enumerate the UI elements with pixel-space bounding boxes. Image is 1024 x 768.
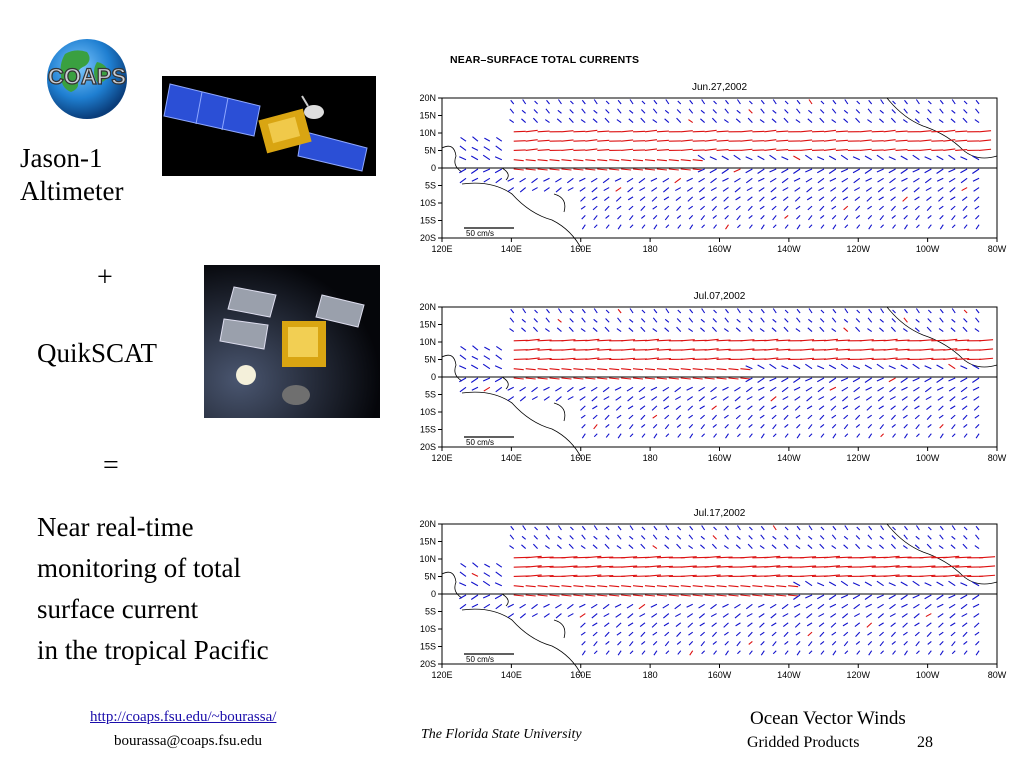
x-tick-label: 160E [570, 453, 592, 463]
x-tick-label: 120W [846, 244, 871, 254]
current-vector [872, 150, 884, 151]
quikscat-label: QuikSCAT [37, 338, 158, 368]
coaps-link[interactable]: http://coaps.fsu.edu/~bourassa/ [90, 709, 277, 725]
x-tick-label: 160W [707, 244, 732, 254]
plus-sign: + [97, 262, 113, 293]
x-tick-label: 140E [500, 453, 522, 463]
y-tick-label: 20S [419, 442, 436, 452]
y-tick-label: 5N [424, 145, 436, 156]
y-tick-label: 15N [419, 319, 436, 330]
y-tick-label: 5N [424, 571, 436, 582]
y-tick-label: 15S [419, 215, 436, 226]
x-tick-label: 160E [570, 670, 592, 680]
university-name: The Florida State University [421, 727, 582, 742]
x-tick-label: 120E [431, 453, 453, 463]
footer-title: Ocean Vector Winds [750, 708, 906, 729]
y-tick-label: 5S [424, 606, 436, 617]
x-tick-label: 140E [500, 670, 522, 680]
x-tick-label: 80W [987, 244, 1007, 254]
conclusion-line-4: in the tropical Pacific [37, 635, 269, 665]
y-tick-label: 20S [419, 659, 436, 669]
scale-label: 50 cm/s [466, 655, 495, 664]
contact-email: bourassa@coaps.fsu.edu [114, 733, 262, 749]
current-vector [872, 141, 884, 142]
x-tick-label: 120E [431, 244, 453, 254]
y-tick-label: 10N [419, 554, 436, 564]
footer-subtitle: Gridded Products [747, 734, 860, 751]
x-tick-label: 160W [707, 453, 732, 463]
x-tick-label: 80W [987, 453, 1007, 463]
current-vector [931, 150, 943, 151]
x-tick-label: 180 [642, 453, 658, 463]
current-map-panel-1 [400, 78, 1015, 254]
current-vector [812, 141, 824, 142]
y-tick-label: 5S [424, 389, 436, 400]
x-tick-label: 140W [777, 453, 801, 463]
x-tick-label: 100W [915, 670, 940, 680]
quikscat-satellite-image [204, 265, 380, 418]
current-vector [514, 131, 526, 132]
y-tick-label: 20N [419, 302, 436, 312]
current-map-panel-3 [400, 504, 1015, 680]
x-tick-label: 140W [777, 670, 801, 680]
x-tick-label: 160W [707, 670, 732, 680]
current-vector [872, 131, 884, 132]
y-tick-label: 10N [419, 337, 436, 347]
y-tick-label: 15S [419, 424, 436, 435]
current-vector [812, 150, 824, 151]
current-vector [752, 150, 764, 151]
x-tick-label: 160E [570, 244, 592, 254]
chart-title: NEAR–SURFACE TOTAL CURRENTS [450, 54, 640, 66]
conclusion-text [37, 507, 357, 671]
equals-sign: = [103, 450, 119, 481]
current-vector [514, 141, 526, 142]
jason-1-satellite-image [162, 76, 376, 176]
svg-text:COAPS: COAPS [47, 64, 127, 89]
current-vector [633, 131, 645, 132]
scale-label: 50 cm/s [466, 229, 495, 238]
coaps-logo [35, 36, 135, 122]
y-tick-label: 0 [430, 163, 436, 173]
x-tick-label: 120W [846, 453, 871, 463]
jason-label-line2: Altimeter [20, 176, 124, 206]
page-number: 28 [917, 734, 933, 751]
y-tick-label: 20N [419, 93, 436, 103]
y-tick-label: 20N [419, 519, 436, 529]
current-vector [931, 141, 943, 142]
y-tick-label: 10S [419, 198, 436, 208]
x-tick-label: 100W [915, 453, 940, 463]
conclusion-line-2: monitoring of total [37, 553, 241, 583]
x-tick-label: 100W [915, 244, 940, 254]
x-tick-label: 140W [777, 244, 801, 254]
current-vector [693, 141, 705, 142]
x-tick-label: 180 [642, 244, 658, 254]
current-vector [812, 131, 824, 132]
x-tick-label: 180 [642, 670, 658, 680]
panel-date-title: Jul.07,2002 [693, 291, 746, 302]
current-vector [931, 131, 943, 132]
jason-label-line1: Jason-1 [20, 143, 103, 173]
conclusion-line-1: Near real-time [37, 512, 194, 542]
panel-date-title: Jun.27,2002 [691, 82, 748, 93]
x-tick-label: 140E [500, 244, 522, 254]
current-vector [573, 150, 585, 151]
y-tick-label: 0 [430, 372, 436, 382]
jason-1-altimeter-label [20, 142, 160, 208]
scale-label: 50 cm/s [466, 438, 495, 447]
y-tick-label: 20S [419, 233, 436, 243]
conclusion-line-3: surface current [37, 594, 199, 624]
current-vector [693, 150, 705, 151]
y-tick-label: 0 [430, 589, 436, 599]
y-tick-label: 15N [419, 110, 436, 121]
panel-date-title: Jul.17,2002 [693, 508, 746, 519]
current-vector [752, 141, 764, 142]
y-tick-label: 5N [424, 354, 436, 365]
current-vector [514, 150, 526, 151]
current-map-panel-2 [400, 287, 1015, 463]
y-tick-label: 15S [419, 641, 436, 652]
y-tick-label: 10S [419, 407, 436, 417]
x-tick-label: 120E [431, 670, 453, 680]
y-tick-label: 10S [419, 624, 436, 634]
x-tick-label: 120W [846, 670, 871, 680]
y-tick-label: 15N [419, 536, 436, 547]
current-vector [633, 141, 645, 142]
current-vector [573, 131, 585, 132]
current-vector [633, 150, 645, 151]
current-vector [573, 141, 585, 142]
x-tick-label: 80W [987, 670, 1007, 680]
y-tick-label: 10N [419, 128, 436, 138]
current-vector [693, 131, 705, 132]
y-tick-label: 5S [424, 180, 436, 191]
current-vector [752, 131, 764, 132]
